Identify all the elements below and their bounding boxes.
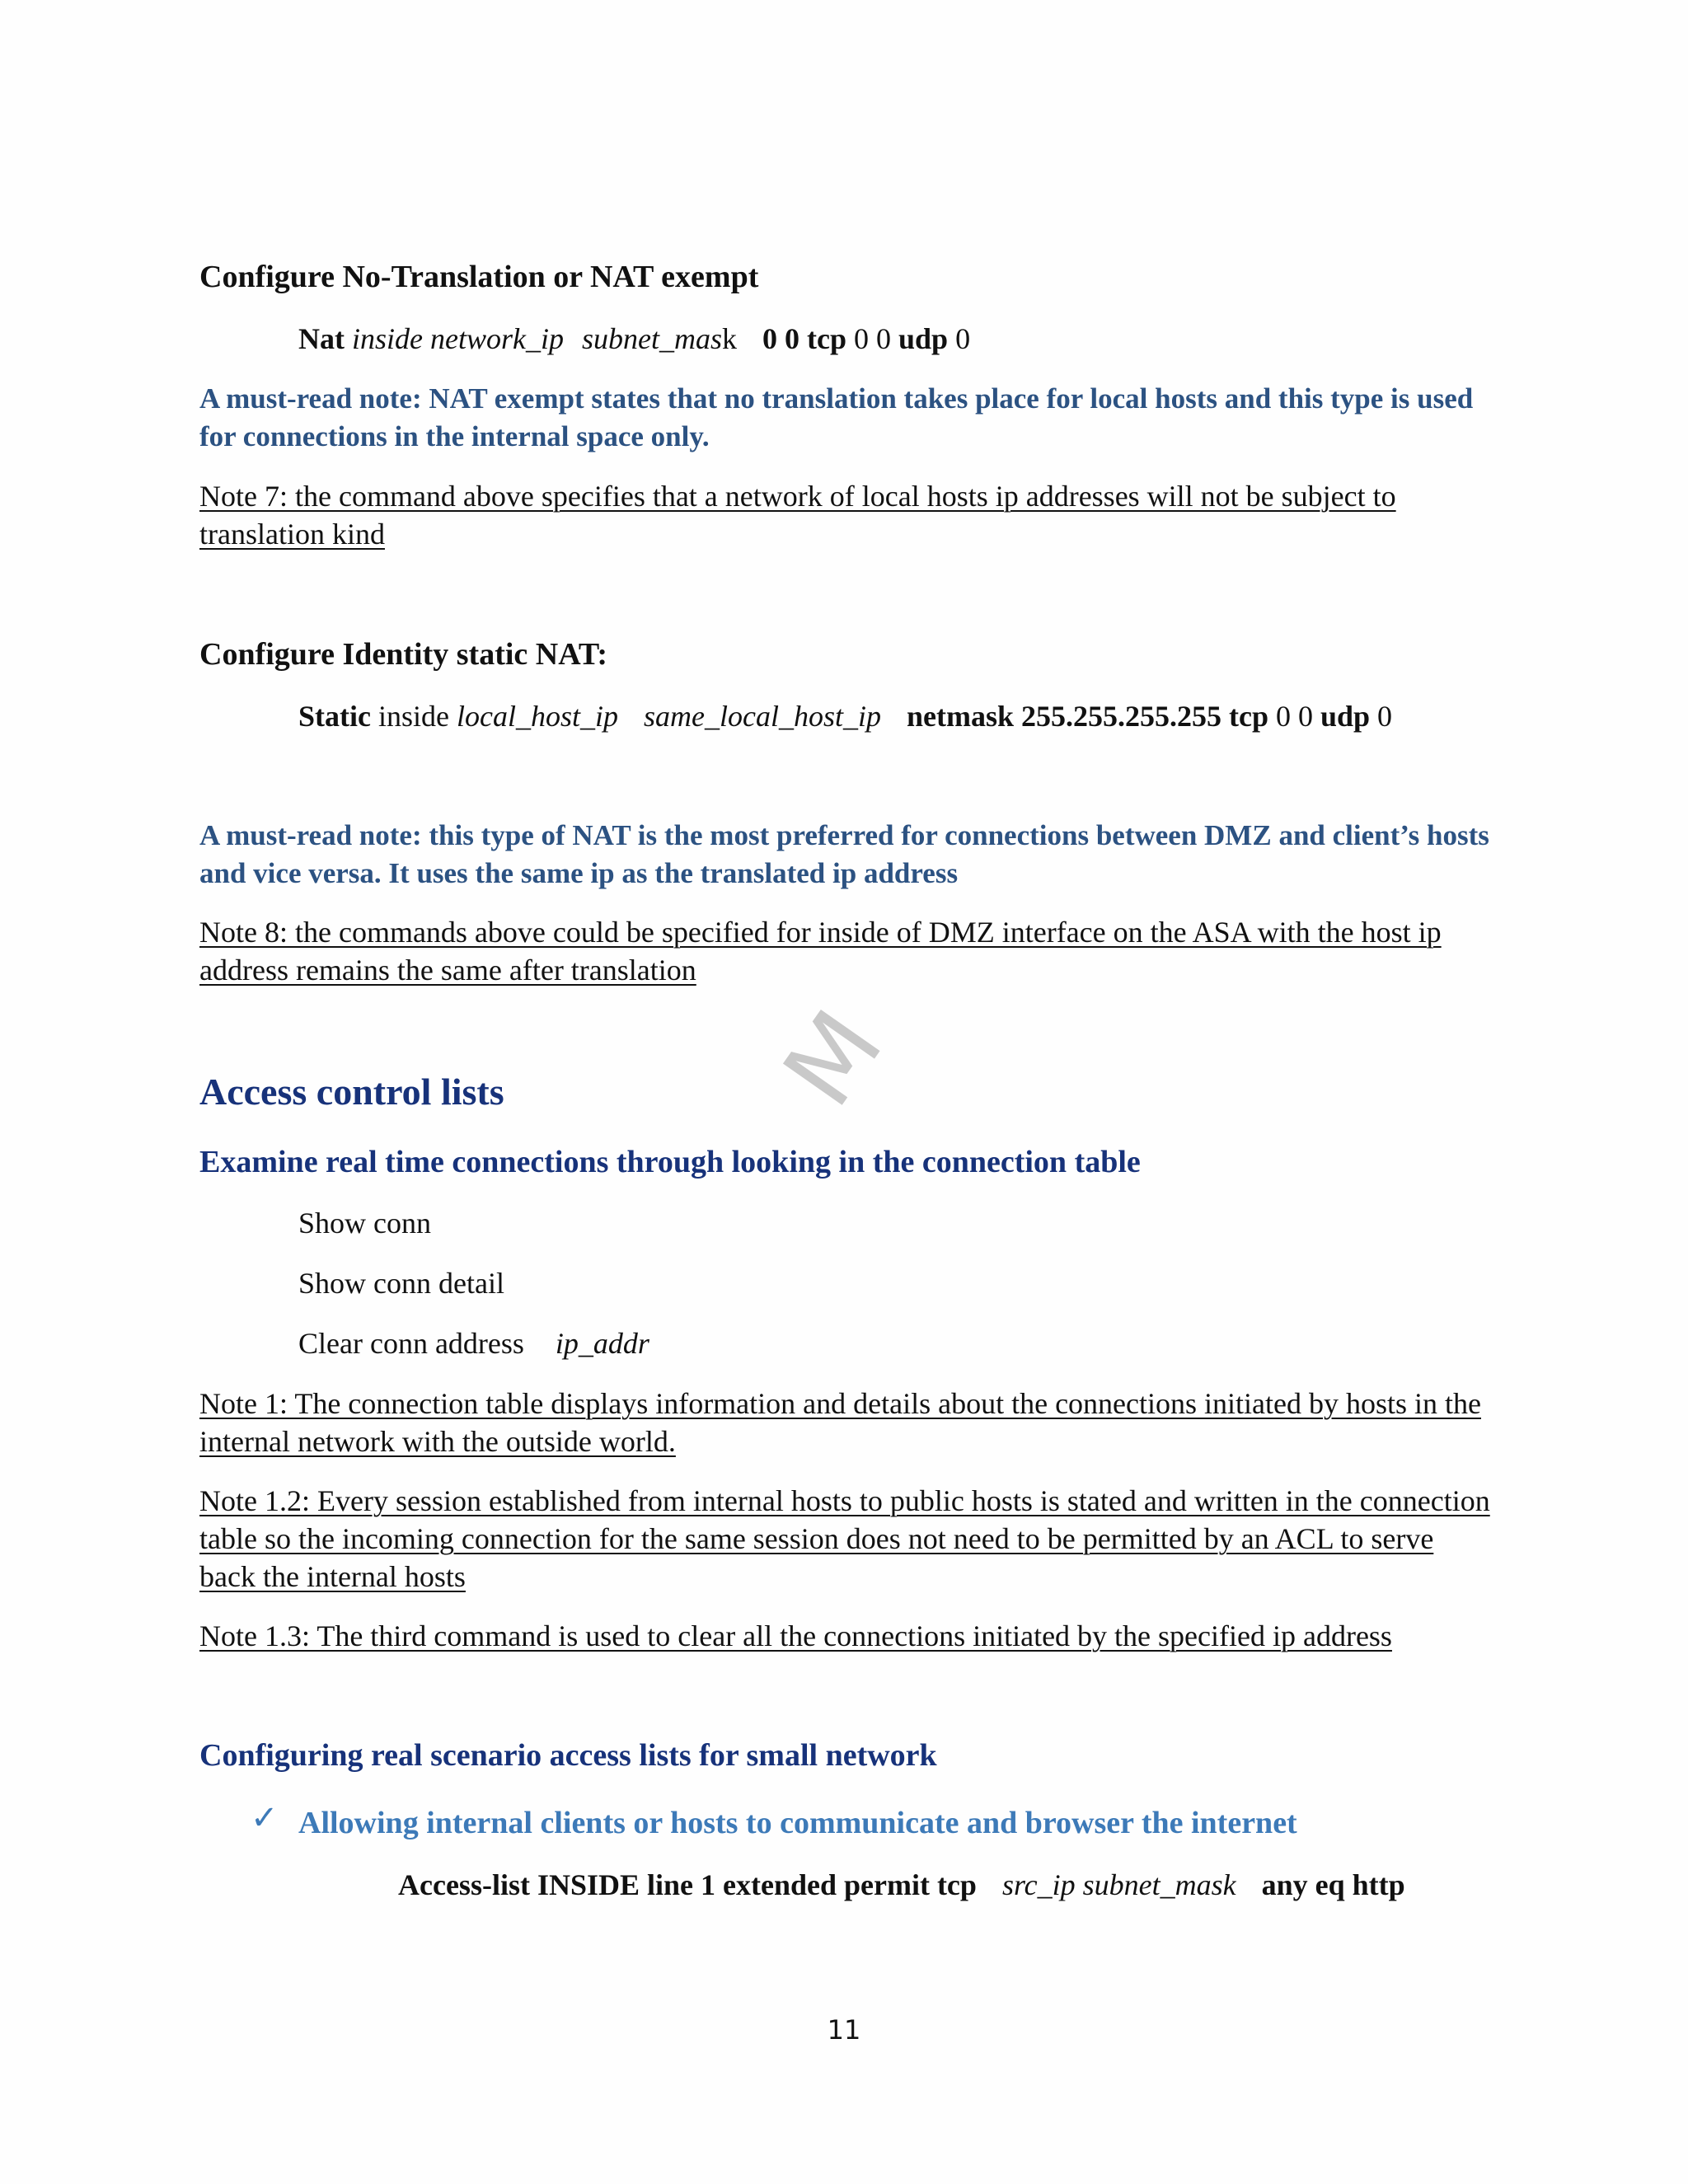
cmd-text: Clear conn address	[298, 1327, 524, 1360]
note-1-2: Note 1.2: Every session established from internal hosts to public hosts is stated and written in the connection table so the incoming connection for the same session does not need to be permitted by an ACL to serve back the internal hosts	[199, 1484, 1490, 1593]
cmd-arg: subnet_mas	[581, 322, 722, 355]
cmd-keyword: Static	[298, 700, 371, 733]
cmd-keyword: udp	[1320, 700, 1371, 733]
cmd-arg: local_host_ip	[456, 700, 618, 733]
cmd-arg: same_local_host_ip	[643, 700, 881, 733]
command-clear-conn	[298, 1324, 649, 1362]
must-read-note: A must-read note: this type of NAT is the most preferred for connections between DMZ and client’s hosts and vice versa. It uses the same ip as the translated ip address	[199, 819, 1489, 889]
subsection-title-connection-table: Examine real time connections through looking in the connection table	[199, 1145, 1141, 1179]
section-title-acl: Access control lists	[199, 1071, 504, 1113]
cmd-value: 0	[875, 322, 891, 355]
watermark: M	[762, 991, 905, 1127]
cmd-arg: src_ip	[1001, 1868, 1076, 1901]
command-show-conn: Show conn	[298, 1207, 431, 1240]
checkmark-icon: ✓	[251, 1799, 279, 1837]
cmd-keyword: netmask 255.255.255.255 tcp	[906, 700, 1268, 733]
command-static-nat	[298, 697, 1392, 735]
cmd-param: inside	[377, 700, 449, 733]
cmd-arg: inside network_ip	[352, 322, 564, 355]
cmd-arg-tail: k	[721, 322, 737, 355]
cmd-value: 0	[955, 322, 971, 355]
cmd-value: 0	[1377, 700, 1393, 733]
section-heading-nat-exempt: Configure No-Translation or NAT exempt	[199, 260, 759, 294]
bullet-allow-internal-clients: Allowing internal clients or hosts to communicate and browser the internet	[298, 1806, 1297, 1840]
cmd-arg: ip_addr	[555, 1327, 649, 1360]
note-1-3: Note 1.3: The third command is used to clear all the connections initiated by the specified ip address	[199, 1619, 1392, 1652]
note-7: Note 7: the command above specifies that a network of local hosts ip addresses will not be subject to translation kind	[199, 480, 1396, 551]
cmd-keyword: Nat	[298, 322, 345, 355]
note-8: Note 8: the commands above could be specified for inside of DMZ interface on the ASA with the host ip address remains the same after translation	[199, 916, 1442, 987]
note-1: Note 1: The connection table displays information and details about the connections initiated by hosts in the internal network with the outside world.	[199, 1387, 1481, 1458]
cmd-value: 0	[784, 322, 799, 355]
subsection-title-real-scenario: Configuring real scenario access lists for small network	[199, 1738, 937, 1773]
cmd-value: 0 0	[1275, 700, 1313, 733]
cmd-arg: subnet_mask	[1082, 1868, 1236, 1901]
must-read-note: A must-read note: NAT exempt states that no translation takes place for local hosts and this type is used for connections in the internal space only.	[199, 382, 1474, 452]
cmd-keyword: any eq http	[1261, 1868, 1405, 1901]
cmd-value: 0	[853, 322, 869, 355]
command-show-conn-detail: Show conn detail	[298, 1267, 504, 1300]
page-number: 11	[827, 2014, 861, 2046]
command-access-list	[398, 1866, 1405, 1904]
cmd-keyword: tcp	[806, 322, 846, 355]
cmd-keyword: udp	[898, 322, 949, 355]
cmd-keyword: Access-list INSIDE line 1 extended permit tcp	[398, 1868, 977, 1901]
section-heading-identity-nat: Configure Identity static NAT:	[199, 637, 608, 672]
cmd-value: 0	[762, 322, 777, 355]
command-nat-exempt	[298, 320, 970, 358]
